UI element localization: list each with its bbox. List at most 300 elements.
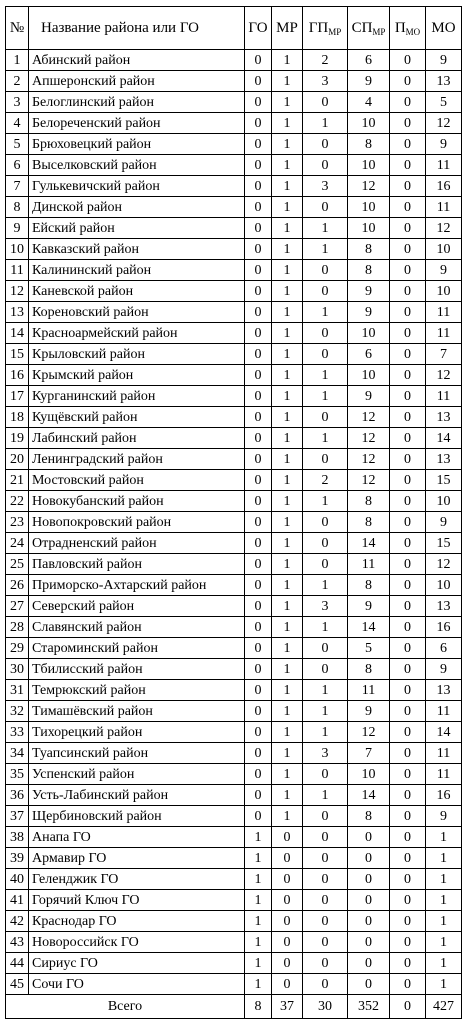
row-mo: 15 [426,470,462,491]
table-row [6,911,462,932]
row-gp: 0 [303,407,348,428]
table-row [6,554,462,575]
row-gp: 0 [303,869,348,890]
row-gp: 0 [303,92,348,113]
row-go: 0 [245,743,272,764]
header-row [6,7,462,50]
row-p: 0 [390,512,426,533]
row-number: 20 [6,449,29,470]
row-number: 23 [6,512,29,533]
row-p: 0 [390,260,426,281]
row-go: 0 [245,50,272,71]
row-mr: 1 [272,386,303,407]
row-gp: 1 [303,386,348,407]
row-sp: 8 [348,239,390,260]
table-row [6,575,462,596]
row-number: 36 [6,785,29,806]
row-name: Северский район [29,596,245,617]
row-name: Апшеронский район [29,71,245,92]
row-gp: 1 [303,113,348,134]
row-sp: 0 [348,974,390,995]
row-mr: 1 [272,260,303,281]
row-go: 0 [245,92,272,113]
row-name: Крымский район [29,365,245,386]
table-row [6,827,462,848]
row-mo: 16 [426,617,462,638]
table-row [6,365,462,386]
row-sp: 12 [348,470,390,491]
row-sp: 12 [348,176,390,197]
table-row [6,302,462,323]
row-sp: 12 [348,449,390,470]
row-gp: 0 [303,932,348,953]
row-sp: 6 [348,50,390,71]
row-p: 0 [390,575,426,596]
total-go: 8 [245,995,272,1019]
row-name: Тихорецкий район [29,722,245,743]
row-name: Геленджик ГО [29,869,245,890]
row-go: 1 [245,890,272,911]
row-name: Курганинский район [29,386,245,407]
row-mr: 1 [272,365,303,386]
row-name: Лабинский район [29,428,245,449]
row-mo: 9 [426,134,462,155]
header-gp-sub: МР [328,26,342,37]
header-p [390,7,426,50]
row-mo: 13 [426,71,462,92]
row-mo: 1 [426,848,462,869]
row-gp: 0 [303,974,348,995]
row-sp: 0 [348,890,390,911]
row-mo: 11 [426,764,462,785]
row-p: 0 [390,638,426,659]
header-sp-main: СП [351,19,373,36]
row-sp: 0 [348,827,390,848]
row-mr: 1 [272,575,303,596]
header-go: ГО [245,7,272,50]
row-name: Тимашёвский район [29,701,245,722]
row-gp: 0 [303,197,348,218]
row-gp: 0 [303,638,348,659]
row-name: Успенский район [29,764,245,785]
row-mr: 1 [272,197,303,218]
table-row [6,50,462,71]
total-mo: 427 [426,995,462,1019]
row-name: Брюховецкий район [29,134,245,155]
row-p: 0 [390,554,426,575]
table-row [6,932,462,953]
row-number: 39 [6,848,29,869]
row-go: 0 [245,554,272,575]
row-mr: 1 [272,155,303,176]
row-number: 9 [6,218,29,239]
row-sp: 10 [348,323,390,344]
row-number: 19 [6,428,29,449]
table-row [6,764,462,785]
table-row [6,71,462,92]
row-mo: 1 [426,890,462,911]
row-p: 0 [390,113,426,134]
row-p: 0 [390,239,426,260]
row-p: 0 [390,764,426,785]
row-mr: 1 [272,722,303,743]
row-mr: 1 [272,302,303,323]
row-go: 0 [245,302,272,323]
row-mo: 14 [426,428,462,449]
row-mr: 1 [272,323,303,344]
row-mo: 1 [426,869,462,890]
row-number: 44 [6,953,29,974]
row-sp: 9 [348,71,390,92]
row-name: Староминский район [29,638,245,659]
table-row [6,113,462,134]
row-mo: 10 [426,239,462,260]
row-mo: 15 [426,533,462,554]
row-mo: 1 [426,953,462,974]
row-mr: 1 [272,596,303,617]
row-mo: 11 [426,302,462,323]
row-mr: 1 [272,113,303,134]
row-p: 0 [390,911,426,932]
table-row [6,659,462,680]
row-mr: 1 [272,344,303,365]
row-p: 0 [390,407,426,428]
row-gp: 1 [303,491,348,512]
total-gp: 30 [303,995,348,1019]
row-mo: 1 [426,974,462,995]
row-go: 0 [245,785,272,806]
row-mr: 1 [272,428,303,449]
row-sp: 9 [348,701,390,722]
row-p: 0 [390,806,426,827]
row-gp: 0 [303,533,348,554]
row-p: 0 [390,428,426,449]
row-p: 0 [390,974,426,995]
row-go: 0 [245,680,272,701]
row-gp: 1 [303,722,348,743]
table-row [6,92,462,113]
row-name: Ейский район [29,218,245,239]
row-name: Абинский район [29,50,245,71]
row-go: 0 [245,281,272,302]
row-p: 0 [390,680,426,701]
header-sp-sub: МР [372,26,386,37]
table-row [6,449,462,470]
row-go: 1 [245,911,272,932]
row-name: Крыловский район [29,344,245,365]
table-row [6,890,462,911]
row-sp: 8 [348,134,390,155]
table-row [6,953,462,974]
total-label: Всего [6,995,245,1019]
row-number: 31 [6,680,29,701]
row-sp: 0 [348,932,390,953]
row-name: Ленинградский район [29,449,245,470]
row-p: 0 [390,617,426,638]
row-name: Темрюкский район [29,680,245,701]
row-mo: 11 [426,197,462,218]
row-mo: 11 [426,323,462,344]
row-mr: 1 [272,659,303,680]
row-number: 40 [6,869,29,890]
row-go: 0 [245,596,272,617]
row-name: Приморско-Ахтарский район [29,575,245,596]
row-mo: 7 [426,344,462,365]
row-p: 0 [390,92,426,113]
row-number: 26 [6,575,29,596]
row-mr: 0 [272,974,303,995]
table-row [6,386,462,407]
row-mr: 0 [272,848,303,869]
row-mo: 6 [426,638,462,659]
row-gp: 2 [303,470,348,491]
row-mo: 14 [426,722,462,743]
row-name: Краснодар ГО [29,911,245,932]
row-gp: 1 [303,617,348,638]
row-number: 27 [6,596,29,617]
row-gp: 1 [303,302,348,323]
table-row [6,848,462,869]
row-go: 0 [245,134,272,155]
row-sp: 14 [348,617,390,638]
table-row [6,512,462,533]
row-p: 0 [390,344,426,365]
row-sp: 10 [348,764,390,785]
row-gp: 1 [303,680,348,701]
row-p: 0 [390,176,426,197]
row-number: 22 [6,491,29,512]
table-row [6,806,462,827]
table-row [6,680,462,701]
row-go: 1 [245,932,272,953]
row-mr: 1 [272,281,303,302]
row-number: 6 [6,155,29,176]
row-sp: 14 [348,785,390,806]
row-go: 0 [245,806,272,827]
header-mo: МО [426,7,462,50]
row-go: 0 [245,428,272,449]
row-mo: 12 [426,554,462,575]
row-name: Новороссийск ГО [29,932,245,953]
total-p: 0 [390,995,426,1019]
row-p: 0 [390,491,426,512]
row-go: 0 [245,218,272,239]
row-go: 0 [245,491,272,512]
table-row [6,722,462,743]
row-mo: 5 [426,92,462,113]
row-name: Выселковский район [29,155,245,176]
row-gp: 0 [303,155,348,176]
row-name: Новокубанский район [29,491,245,512]
row-name: Сочи ГО [29,974,245,995]
row-p: 0 [390,659,426,680]
row-gp: 0 [303,260,348,281]
row-mo: 11 [426,743,462,764]
row-name: Белоглинский район [29,92,245,113]
row-number: 12 [6,281,29,302]
row-sp: 11 [348,680,390,701]
table-row [6,701,462,722]
row-mr: 1 [272,50,303,71]
row-sp: 6 [348,344,390,365]
row-go: 0 [245,701,272,722]
row-go: 0 [245,449,272,470]
row-sp: 0 [348,869,390,890]
row-gp: 0 [303,848,348,869]
row-p: 0 [390,743,426,764]
row-mr: 1 [272,71,303,92]
row-mr: 1 [272,806,303,827]
row-p: 0 [390,218,426,239]
row-sp: 4 [348,92,390,113]
row-name: Горячий Ключ ГО [29,890,245,911]
row-p: 0 [390,134,426,155]
row-mr: 0 [272,932,303,953]
table-row [6,323,462,344]
table-row [6,407,462,428]
table-row [6,218,462,239]
row-sp: 11 [348,554,390,575]
row-mr: 1 [272,764,303,785]
row-mr: 1 [272,218,303,239]
row-name: Славянский район [29,617,245,638]
row-sp: 10 [348,113,390,134]
row-number: 24 [6,533,29,554]
row-sp: 9 [348,281,390,302]
row-sp: 10 [348,197,390,218]
row-mo: 16 [426,785,462,806]
row-gp: 0 [303,344,348,365]
row-mo: 9 [426,260,462,281]
row-mo: 11 [426,701,462,722]
row-gp: 3 [303,743,348,764]
table-row [6,134,462,155]
table-row [6,155,462,176]
row-sp: 7 [348,743,390,764]
row-gp: 1 [303,218,348,239]
row-gp: 0 [303,659,348,680]
row-mr: 0 [272,869,303,890]
row-name: Отрадненский район [29,533,245,554]
row-sp: 8 [348,512,390,533]
row-name: Кавказский район [29,239,245,260]
row-go: 0 [245,470,272,491]
row-mr: 1 [272,512,303,533]
row-number: 41 [6,890,29,911]
row-mo: 13 [426,407,462,428]
row-p: 0 [390,50,426,71]
row-mo: 11 [426,386,462,407]
row-p: 0 [390,155,426,176]
row-mr: 1 [272,470,303,491]
row-sp: 5 [348,638,390,659]
row-sp: 9 [348,302,390,323]
row-number: 30 [6,659,29,680]
row-mo: 9 [426,659,462,680]
row-number: 42 [6,911,29,932]
row-p: 0 [390,449,426,470]
row-name: Тбилисский район [29,659,245,680]
row-sp: 8 [348,806,390,827]
row-number: 8 [6,197,29,218]
header-num: № [6,7,29,50]
row-p: 0 [390,848,426,869]
row-go: 1 [245,869,272,890]
row-p: 0 [390,302,426,323]
row-number: 14 [6,323,29,344]
row-go: 0 [245,722,272,743]
row-number: 3 [6,92,29,113]
row-sp: 0 [348,848,390,869]
row-go: 0 [245,386,272,407]
row-gp: 0 [303,449,348,470]
table-row [6,344,462,365]
table-row [6,785,462,806]
table-row [6,617,462,638]
row-number: 7 [6,176,29,197]
row-go: 0 [245,155,272,176]
row-p: 0 [390,701,426,722]
row-go: 0 [245,533,272,554]
row-sp: 8 [348,260,390,281]
row-go: 0 [245,260,272,281]
row-name: Калининский район [29,260,245,281]
row-gp: 1 [303,428,348,449]
row-number: 28 [6,617,29,638]
table-row [6,260,462,281]
row-number: 29 [6,638,29,659]
row-gp: 0 [303,827,348,848]
row-gp: 1 [303,575,348,596]
row-mo: 10 [426,281,462,302]
table-row [6,176,462,197]
row-mr: 1 [272,239,303,260]
row-mo: 1 [426,911,462,932]
row-sp: 0 [348,911,390,932]
municipalities-table [5,6,462,1019]
row-gp: 0 [303,323,348,344]
row-sp: 10 [348,365,390,386]
row-sp: 8 [348,659,390,680]
row-go: 0 [245,575,272,596]
row-name: Новопокровский район [29,512,245,533]
row-gp: 0 [303,512,348,533]
row-mo: 1 [426,932,462,953]
row-sp: 12 [348,722,390,743]
row-number: 18 [6,407,29,428]
row-number: 15 [6,344,29,365]
header-sp [348,7,390,50]
row-mo: 12 [426,113,462,134]
row-sp: 8 [348,575,390,596]
row-mr: 1 [272,449,303,470]
table-row [6,533,462,554]
row-mo: 9 [426,512,462,533]
table-row [6,638,462,659]
row-gp: 0 [303,911,348,932]
table-row [6,974,462,995]
row-go: 0 [245,407,272,428]
table-body [6,50,462,995]
row-mr: 1 [272,680,303,701]
table-row [6,470,462,491]
row-number: 10 [6,239,29,260]
row-go: 1 [245,848,272,869]
row-mo: 13 [426,596,462,617]
row-mo: 9 [426,50,462,71]
row-number: 35 [6,764,29,785]
row-gp: 0 [303,554,348,575]
